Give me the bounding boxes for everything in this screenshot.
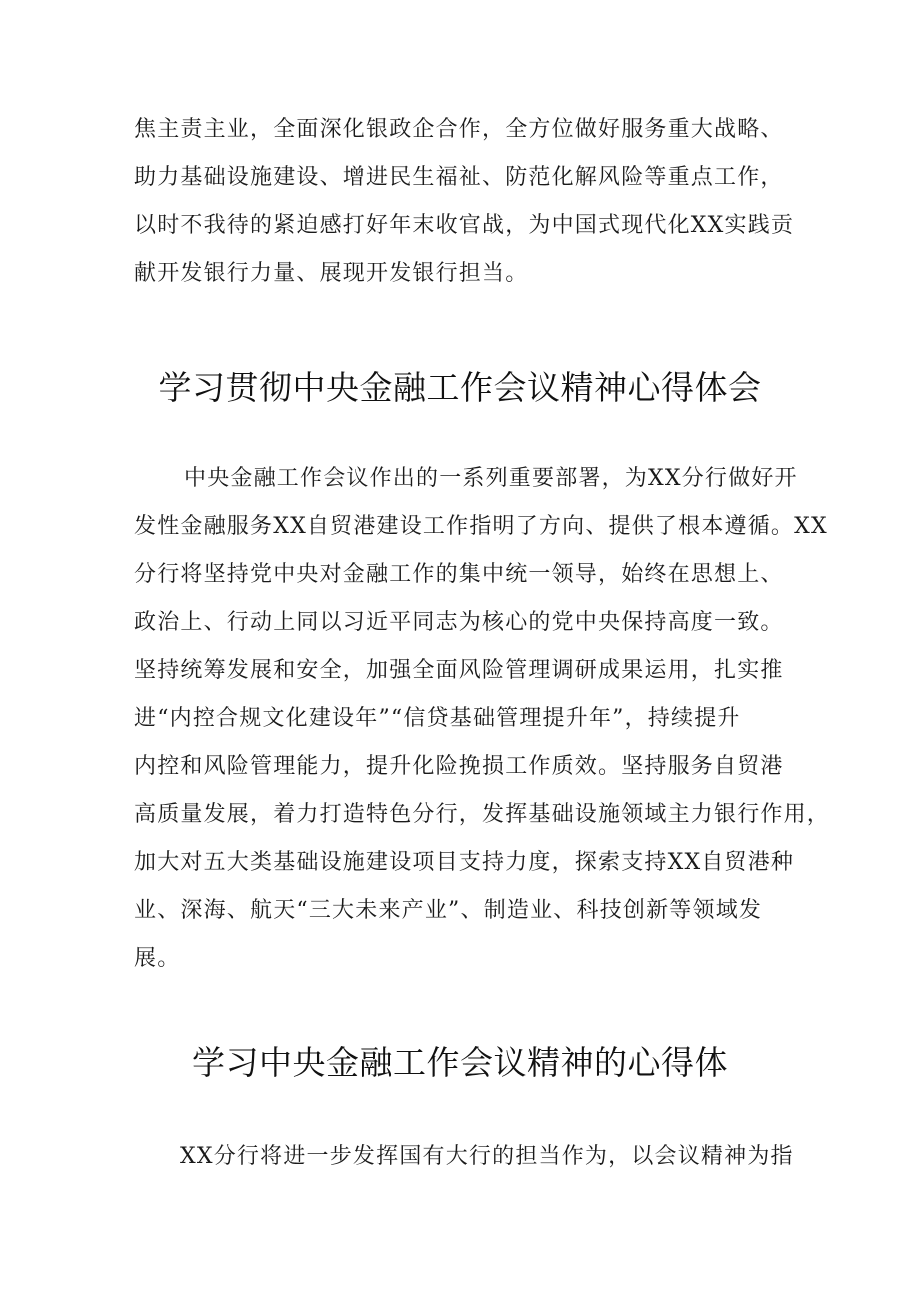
paragraph-line: 加大对五大类基础设施建设项目支持力度，探索支持XX自贸港种 (134, 850, 795, 875)
paragraph-line: 助力基础设施建设、增进民生福祉、防范化解风险等重点工作， (134, 165, 784, 190)
paragraph-line: 分行将坚持党中央对金融工作的集中统一领导，始终在思想上、 (134, 562, 784, 587)
paragraph-line: 内控和风险管理能力，提升化险挽损工作质效。坚持服务自贸港 (134, 754, 784, 779)
section1-paragraph (134, 455, 831, 983)
paragraph-line: 进“内控合规文化建设年”“信贷基础管理提升年”，持续提升 (134, 706, 741, 731)
paragraph-line: 高质量发展，着力打造特色分行，发挥基础设施领域主力银行作用， (134, 802, 831, 827)
paragraph-line: 发性金融服务XX自贸港建设工作指明了方向、提供了根本遵循。XX (134, 514, 828, 539)
intro-paragraph (134, 106, 798, 298)
paragraph-line: 政治上、行动上同以习近平同志为核心的党中央保持高度一致。 (134, 610, 784, 635)
paragraph-line: 业、深海、航天“三大未来产业”、制造业、科技创新等领域发 (134, 898, 763, 923)
paragraph-line: XX分行将进一步发挥国有大行的担当作为，以会议精神为指 (180, 1144, 794, 1169)
section2-paragraph (134, 1133, 798, 1181)
paragraph-line: 焦主责主业，全面深化银政企合作，全方位做好服务重大战略、 (134, 117, 784, 142)
paragraph-line: 以时不我待的紧迫感打好年末收官战，为中国式现代化XX实践贡 (134, 213, 795, 238)
paragraph-line: 展。 (134, 946, 181, 971)
paragraph-line: 坚持统筹发展和安全，加强全面风险管理调研成果运用，扎实推 (134, 658, 784, 683)
section2-title: 学习中央金融工作会议精神的心得体 (192, 1043, 728, 1082)
section1-title: 学习贯彻中央金融工作会议精神心得体会 (158, 368, 762, 407)
paragraph-line: 献开发银行力量、展现开发银行担当。 (134, 261, 529, 286)
paragraph-line: 中央金融工作会议作出的一系列重要部署，为XX分行做好开 (184, 466, 798, 491)
